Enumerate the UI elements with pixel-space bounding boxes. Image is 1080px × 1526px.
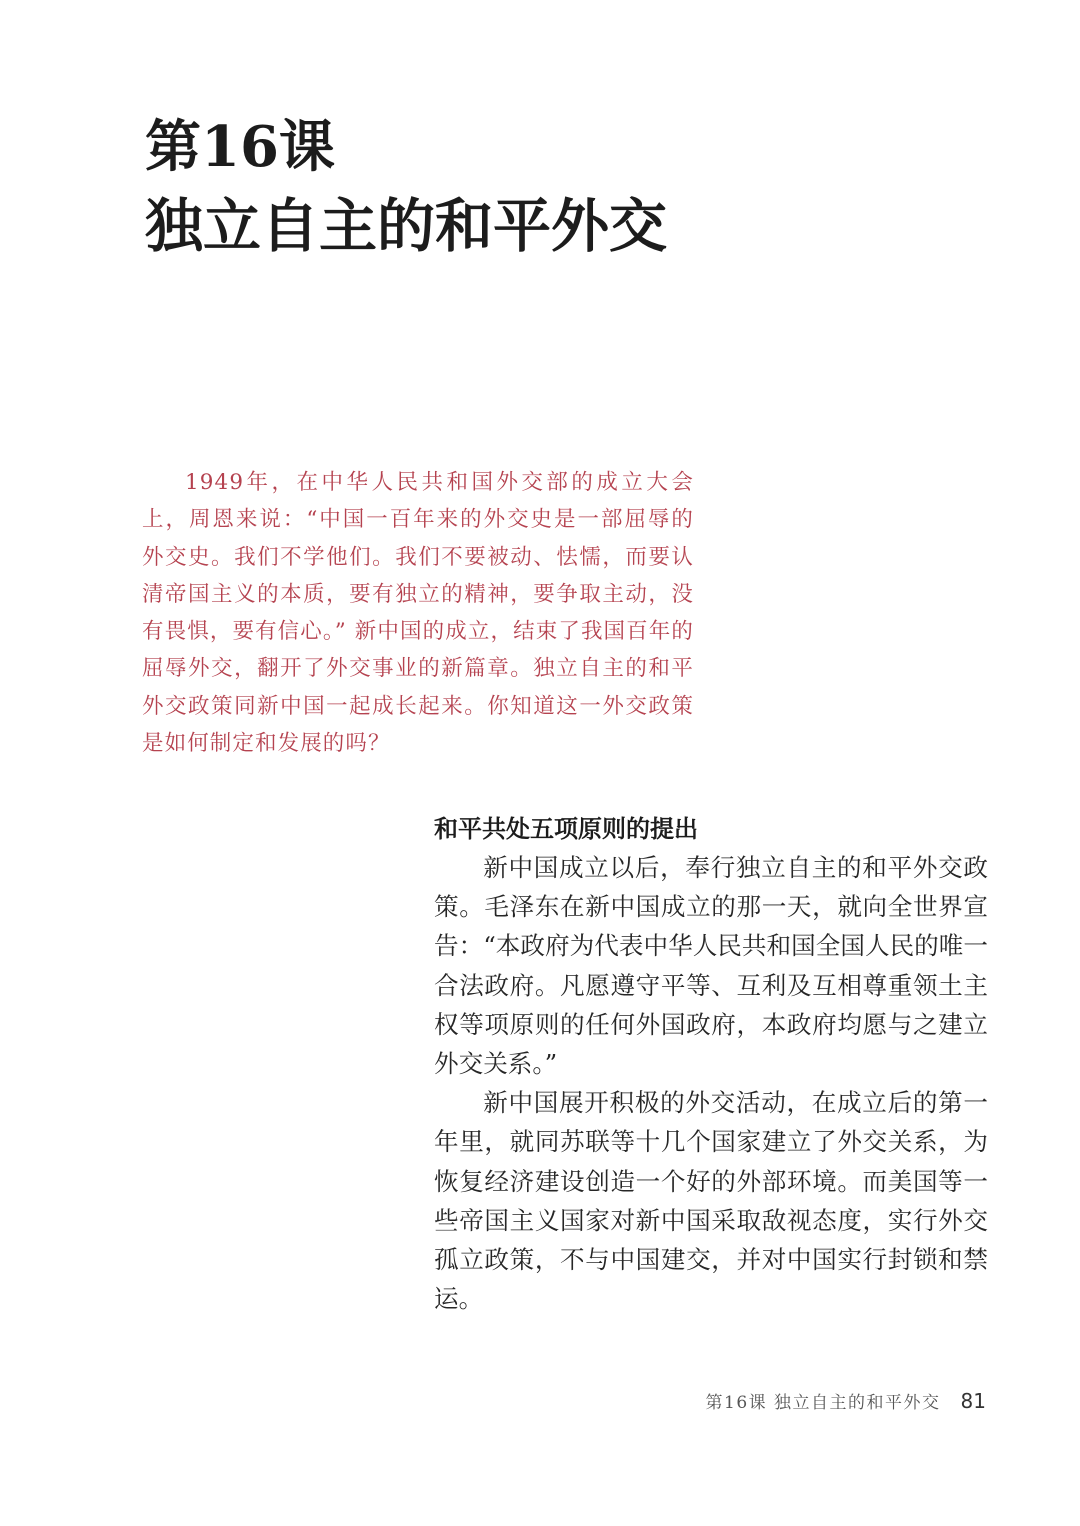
lesson-title: 独立自主的和平外交 <box>145 192 668 260</box>
intro-paragraph: 1949年，在中华人民共和国外交部的成立大会上，周恩来说：“中国一百年来的外交史是一部屈辱的外交史。我们不学他们。我们不要被动、怯懦，而要认清帝国主义的本质，要有独立的精神，要争取主动，没有畏惧，要有信心。” 新中国的成立，结束了我国百年的屈辱外交，翻开了外交事业的新篇章。独立自主的和平外交政策同新中国一起成长起来。你知道这一外交政策是如何制定和发展的吗？ <box>142 470 694 757</box>
lesson-number: 第16课 <box>145 114 335 180</box>
section-heading: 和平共处五项原则的提出 <box>434 815 698 843</box>
page-footer <box>706 1388 987 1413</box>
section-principles <box>434 810 988 1318</box>
page-number: 81 <box>960 1389 986 1413</box>
body-paragraph: 新中国成立以后，奉行独立自主的和平外交政策。毛泽东在新中国成立的那一天，就向全世界宣告：“本政府为代表中华人民共和国全国人民的唯一合法政府。凡愿遵守平等、互利及互相尊重领土主权等项原则的任何外国政府，本政府均愿与之建立外交关系。” <box>434 853 988 1079</box>
body-paragraph: 新中国展开积极的外交活动，在成立后的第一年里，就同苏联等十几个国家建立了外交关系，为恢复经济建设创造一个好的外部环境。而美国等一些帝国主义国家对新中国采取敌视态度，实行外交孤立政策，不与中国建交，并对中国实行封锁和禁运。 <box>434 1088 988 1314</box>
running-title: 第16课 独立自主的和平外交 <box>705 1393 941 1413</box>
